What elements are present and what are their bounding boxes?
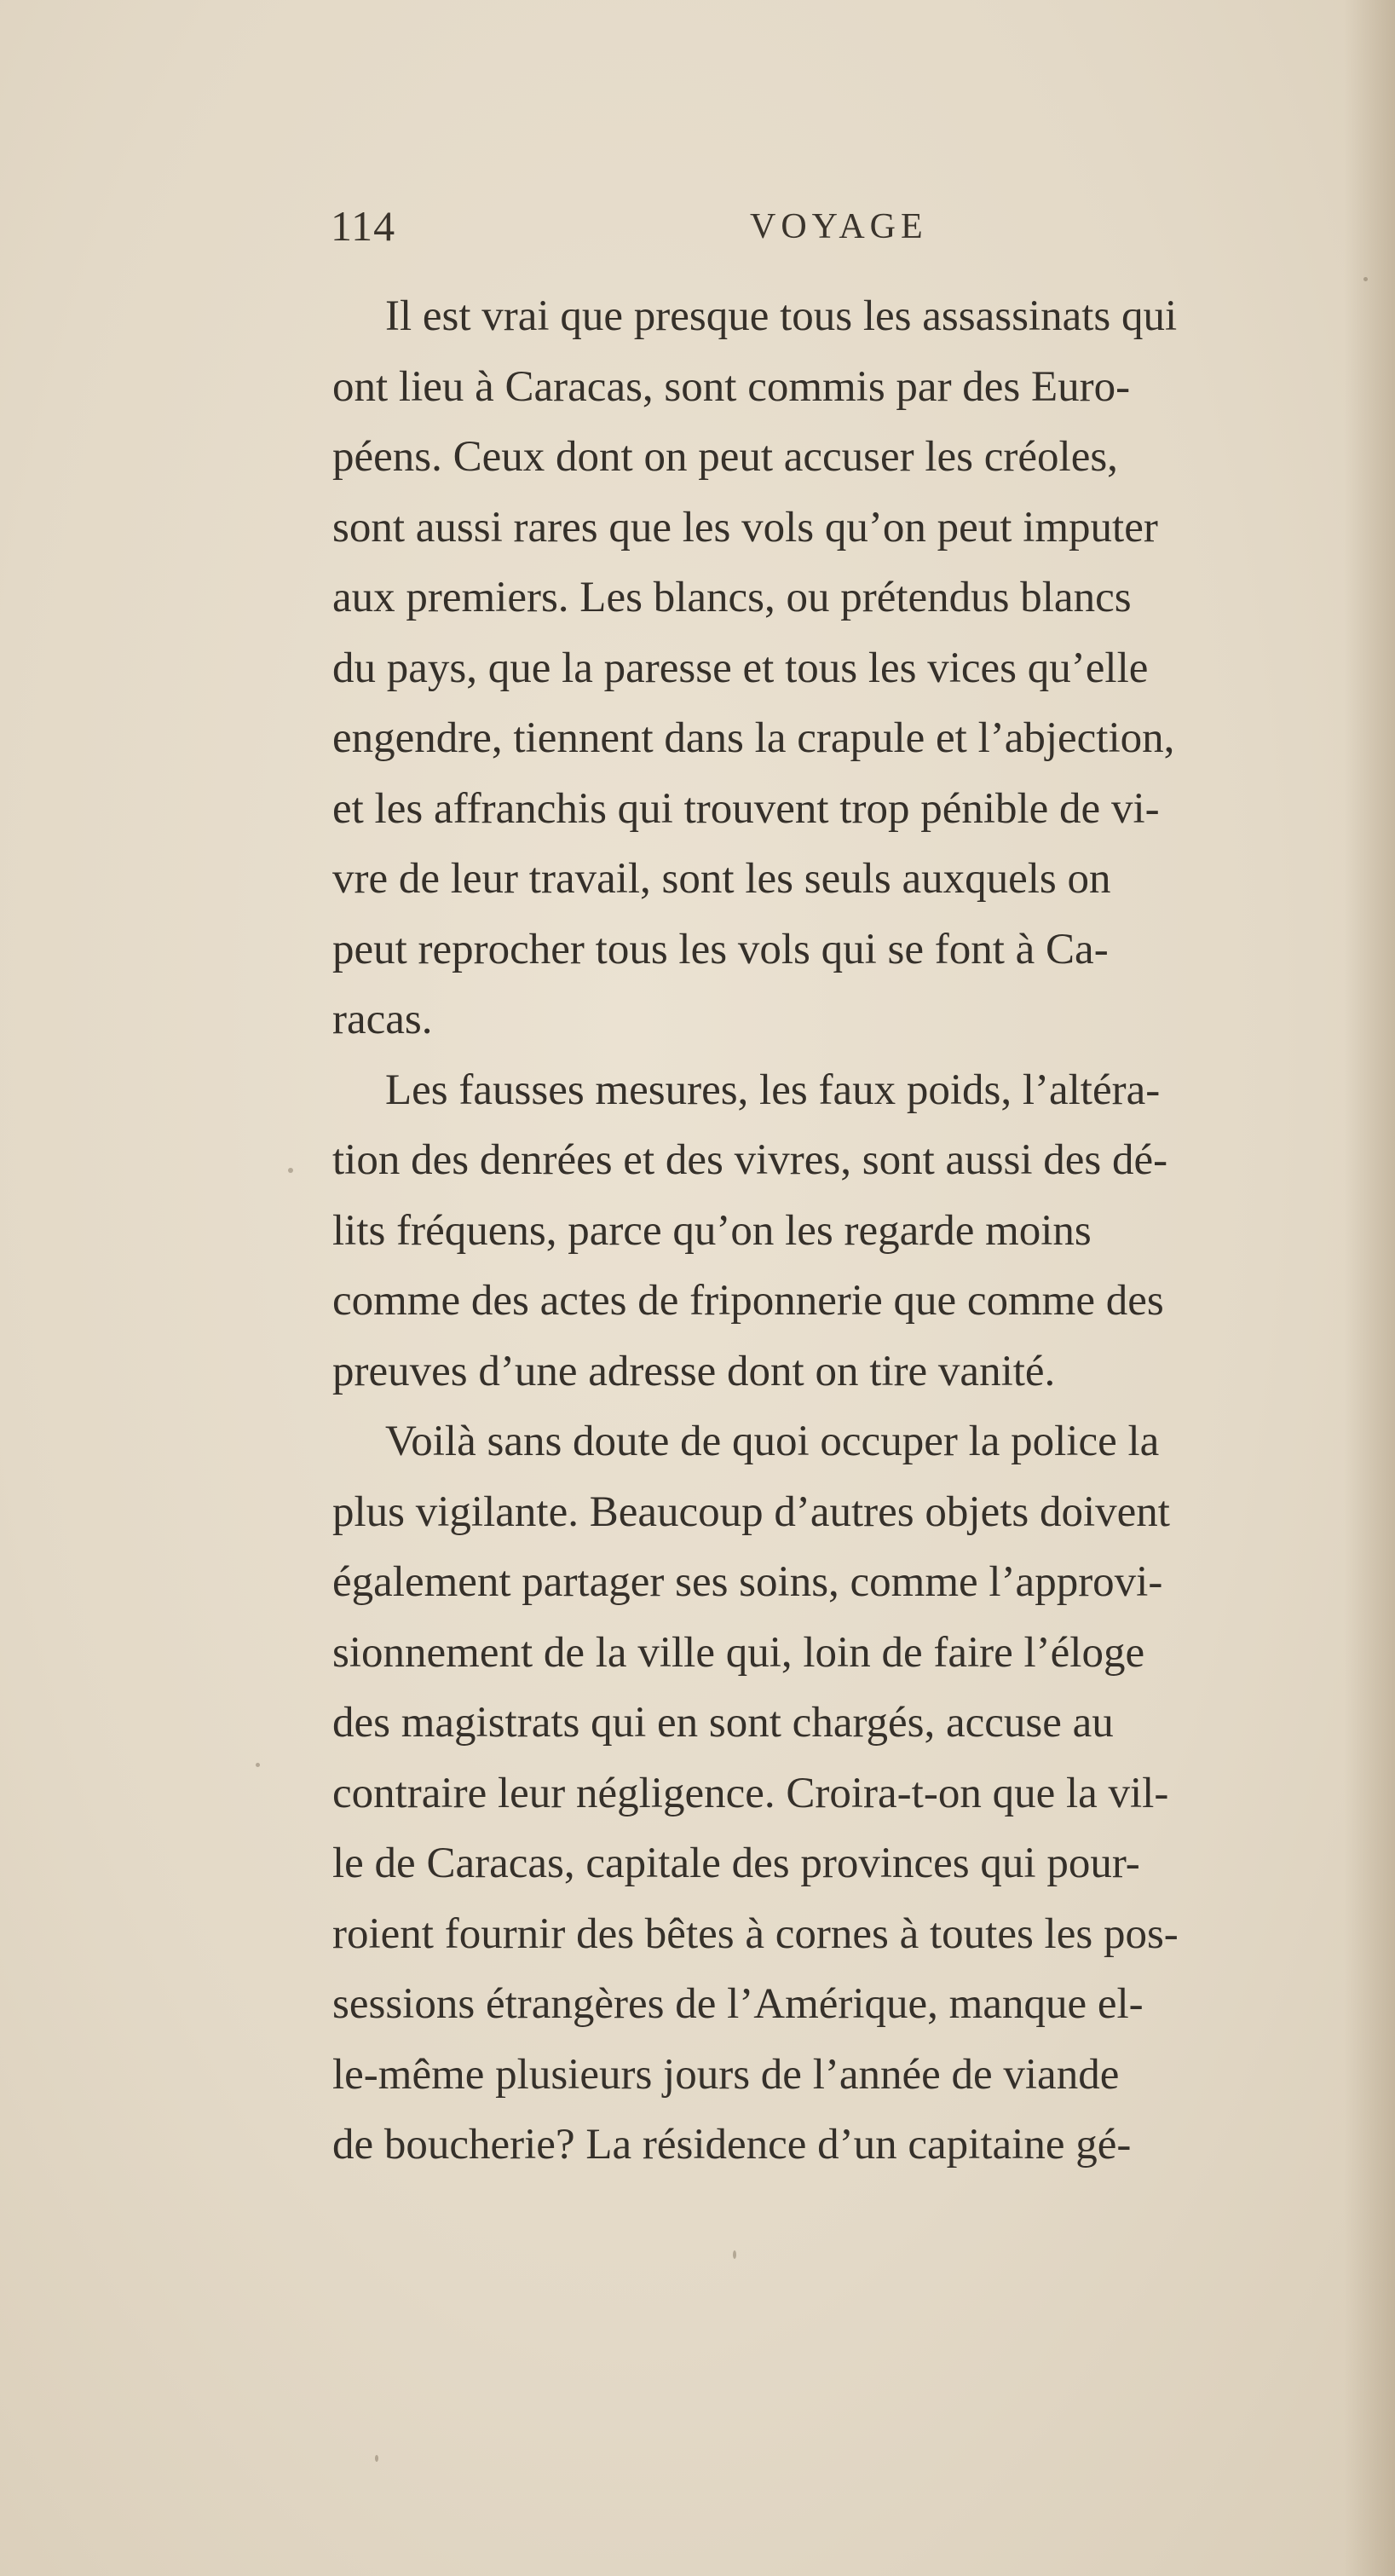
text-line: aux premiers. Les blancs, ou prétendus blancs [332,574,1132,621]
text-line: des magistrats qui en sont chargés, accuse au [332,1699,1114,1747]
text-line: vre de leur travail, sont les seuls auxquels on [332,855,1111,903]
text-line: Voilà sans doute de quoi occuper la police la [385,1418,1160,1465]
text-line: péens. Ceux dont on peut accuser les créoles, [332,433,1118,481]
text-line: tion des denrées et des vivres, sont aussi des dé- [332,1136,1168,1184]
text-line: sionnement de la ville qui, loin de faire l’éloge [332,1628,1145,1677]
text-line: le de Caracas, capitale des provinces qui pour- [332,1840,1140,1887]
text-line: ont lieu à Caracas, sont commis par des Euro- [332,362,1131,411]
paper-speck [1363,277,1368,281]
text-line: roient fournir des bêtes à cornes à toutes les pos- [332,1909,1179,1958]
text-line: Les fausses mesures, les faux poids, l’altéra- [385,1066,1161,1114]
text-line: également partager ses soins, comme l’approvi- [332,1558,1163,1606]
text-line: sont aussi rares que les vols qu’on peut imputer [332,503,1158,552]
text-line: comme des actes de friponnerie que comme des [332,1277,1164,1325]
text-line: et les affranchis qui trouvent trop pénible de vi- [332,784,1160,833]
text-line: preuves d’une adresse dont on tire vanité. [332,1347,1056,1395]
body-text [332,281,1381,2180]
paper-speck [733,2250,736,2259]
text-line: plus vigilante. Beaucoup d’autres objets doivent [332,1487,1170,1536]
text-line: lits fréquens, parce qu’on les regarde moins [332,1206,1092,1255]
running-title: VOYAGE [750,207,928,246]
text-line: Il est vrai que presque tous les assassinats qui [385,292,1178,340]
text-line: racas. [332,996,433,1043]
text-line: de boucherie? La résidence d’un capitaine gé- [332,2121,1132,2169]
paper-speck [288,1168,293,1173]
paper-speck [375,2455,378,2462]
text-line: sessions étrangères de l’Amérique, manque el- [332,1980,1144,2028]
text-line: contraire leur négligence. Croira-t-on que la vil- [332,1769,1169,1817]
text-line: peut reprocher tous les vols qui se font à Ca- [332,925,1109,973]
page-header [331,201,1353,261]
text-line: du pays, que la paresse et tous les vices qu’elle [332,644,1149,692]
paper-speck [256,1763,260,1767]
page-number: 114 [331,202,396,250]
text-line: engendre, tiennent dans la crapule et l’abjection, [332,714,1175,762]
text-line: le-même plusieurs jours de l’année de viande [332,2050,1120,2099]
